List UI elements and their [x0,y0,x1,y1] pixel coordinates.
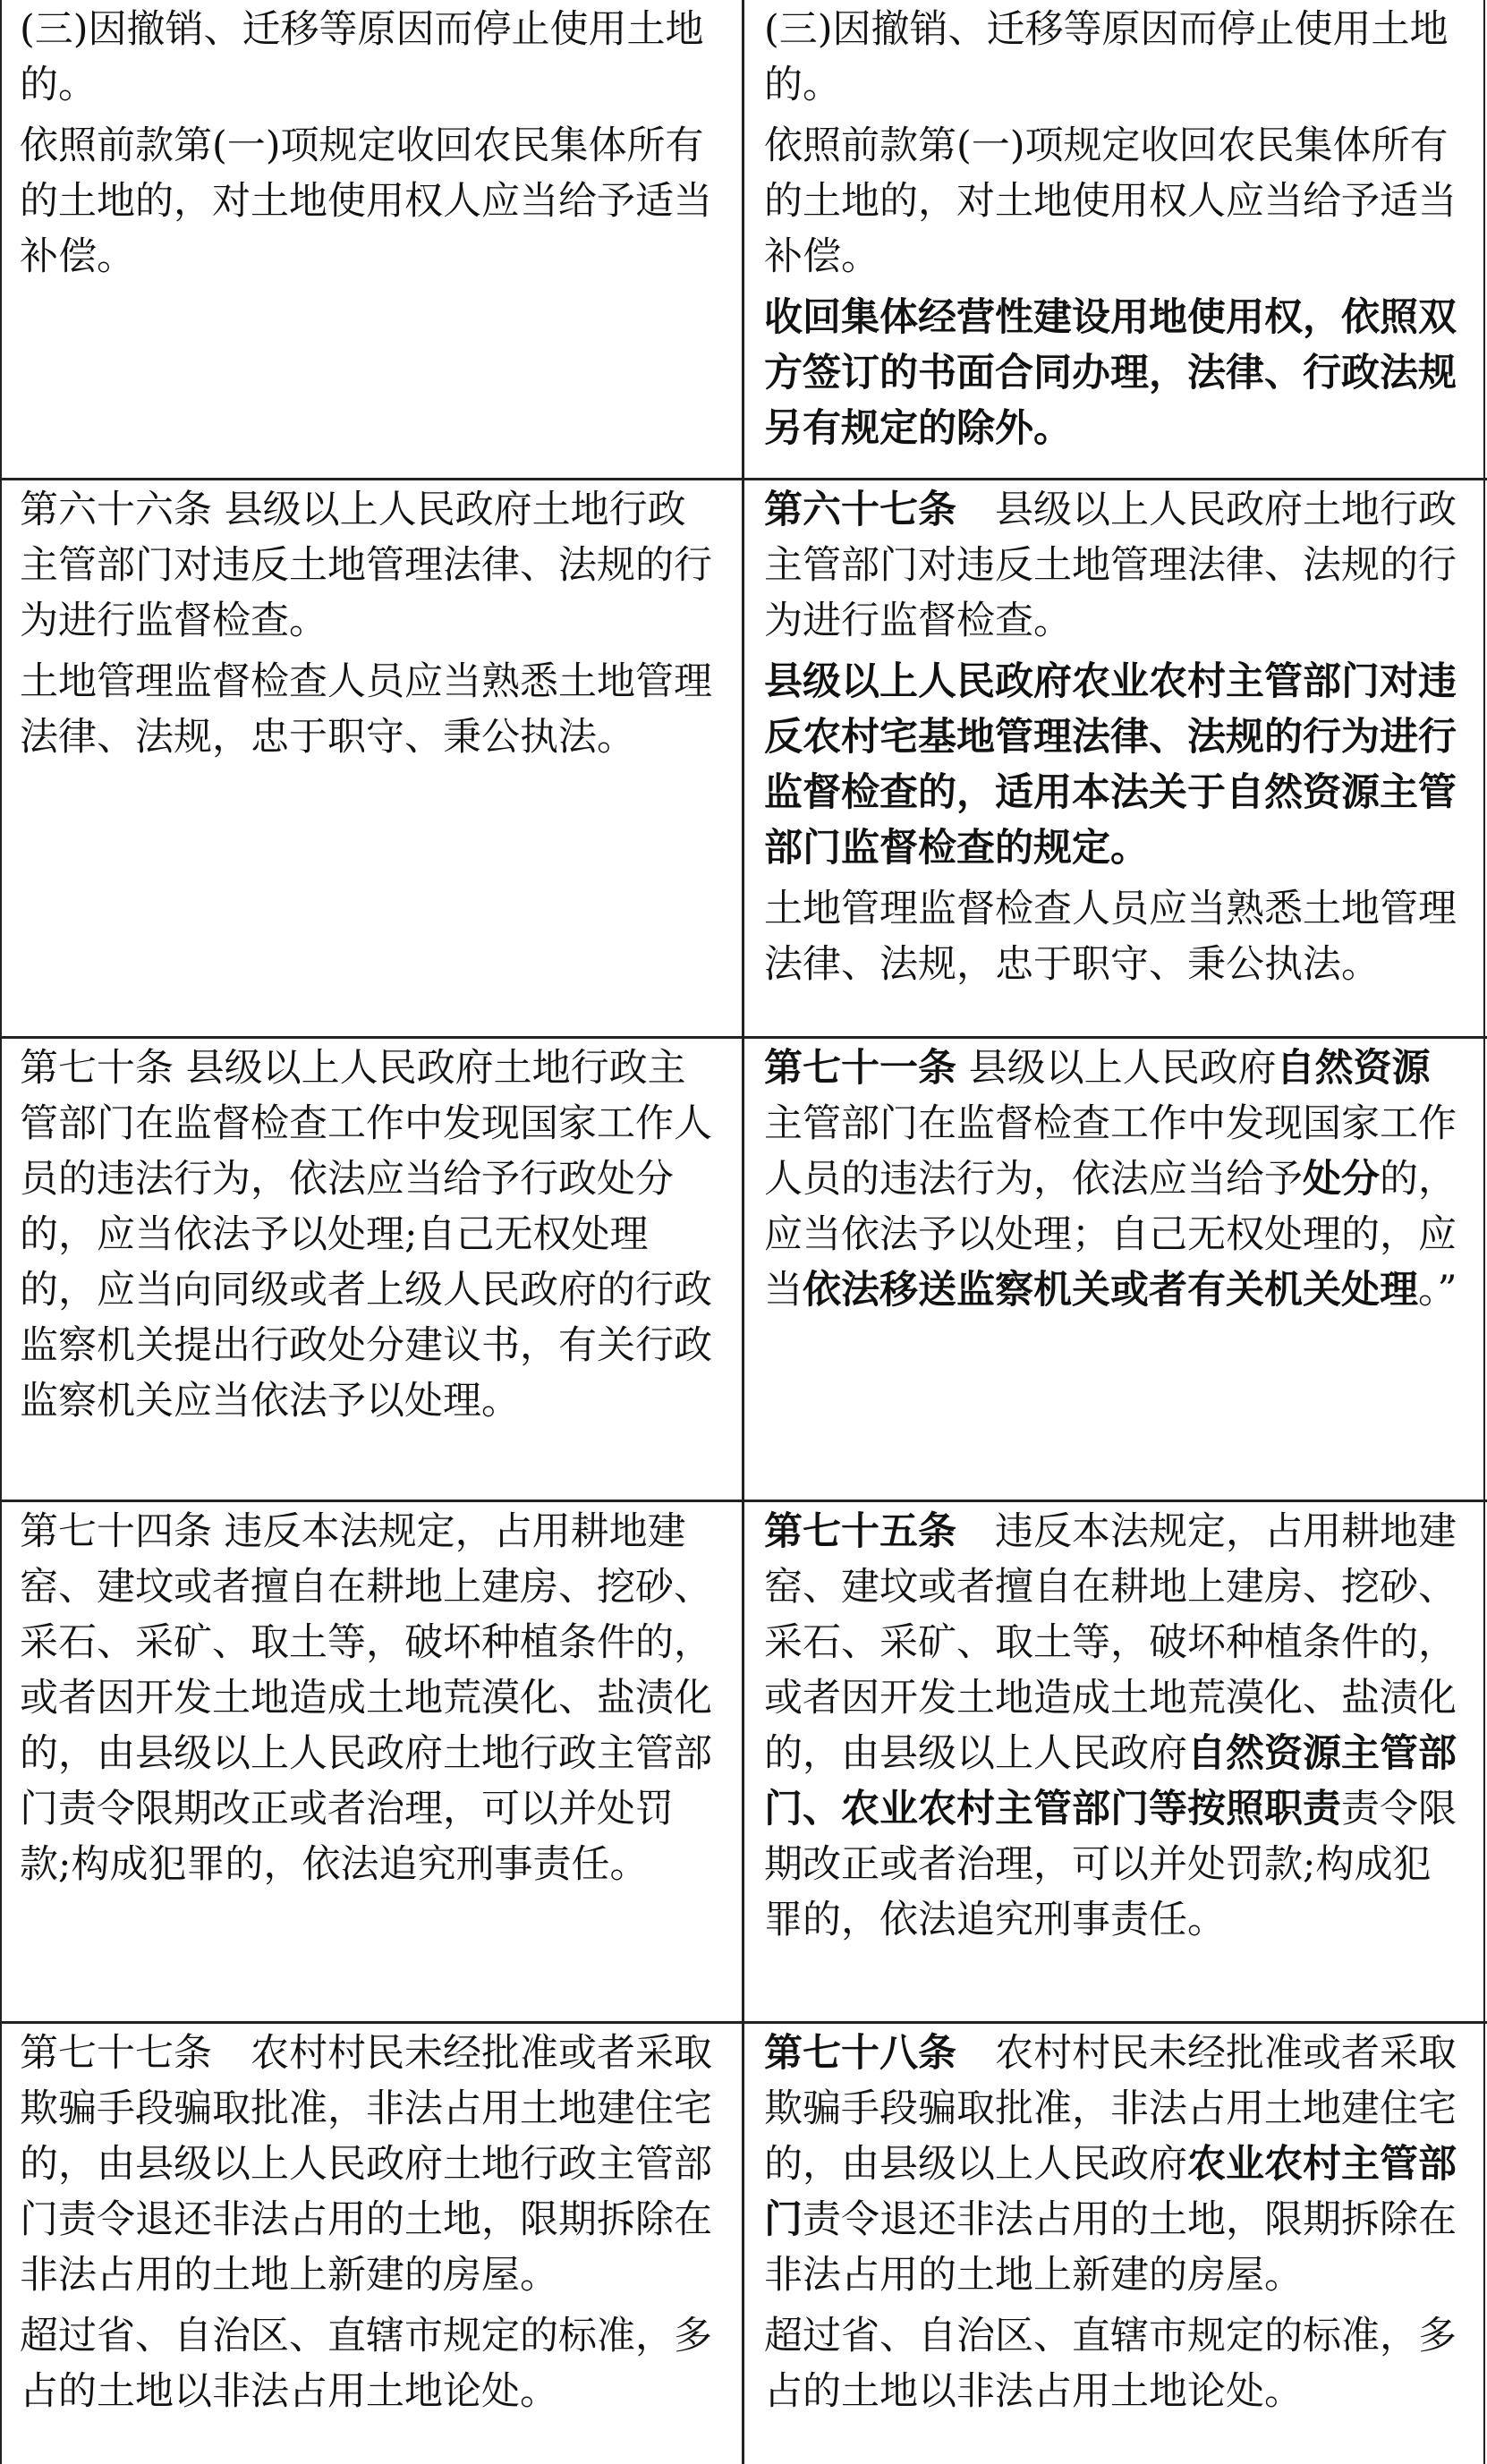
text-run: 土地管理监督检查人员应当熟悉土地管理法律、法规，忠于职守、秉公执法。 [20,659,712,760]
text-run: 第七十七条 农村村民未经批准或者采取欺骗手段骗取批准，非法占用土地建住宅的，由县级以上人民政府土地行政主管部门责令退还非法占用的土地，限期拆除在非法占用的土地上新建的房屋。 [20,2031,712,2298]
table-cell-amended [744,480,1485,1036]
text-run: 。” [1418,1268,1457,1313]
paragraph [764,2026,1467,2303]
table-cell-original [0,0,742,478]
bold-text-run: 收回集体经营性建设用地使用权，依照双方签订的书面合同办理，法律、行政法规另有规定的除外。 [764,295,1457,451]
paragraph [764,2,1467,113]
paragraph [764,482,1467,649]
paragraph [20,2,724,113]
table-cell-original [0,1502,742,2021]
text-run: 的，应当依法予以处理；自己无权处理的，应当 [764,1157,1457,1313]
paragraph [764,1041,1467,1318]
bold-text-run: 第七十一条 [764,1046,956,1091]
text-run: 依照前款第(一)项规定收回农民集体所有的土地的，对土地使用权人应当给予适当补偿。 [20,123,712,279]
text-run: 县级以上人民政府土地行政主管部门对违反土地管理法律、法规的行为进行监督检查。 [764,488,1457,643]
table-cell-original [0,480,742,1036]
paragraph [764,881,1467,992]
paragraph [20,2308,724,2419]
text-run: 超过省、自治区、直辖市规定的标准，多占的土地以非法占用土地论处。 [764,2314,1457,2414]
text-run: (三)因撤销、迁移等原因而停止使用土地的。 [20,7,704,107]
table-cell-original [0,1039,742,1500]
paragraph [764,1504,1467,1948]
text-run: 超过省、自治区、直辖市规定的标准，多占的土地以非法占用土地论处。 [20,2314,712,2414]
text-run: 责令限期改正或者治理，可以并处罚款;构成犯罪的，依法追究刑事责任。 [764,1787,1457,1942]
bold-text-run: 依法移送监察机关或者有关机关处理 [803,1268,1418,1313]
paragraph [20,482,724,649]
bold-text-run: 自然资源主管部门、农业农村主管部门等按照职责 [764,1731,1457,1831]
paragraph [20,118,724,285]
bold-text-run: 自然资源 [1276,1046,1431,1091]
table-cell-amended [744,1502,1485,2021]
text-run: 第六十六条 县级以上人民政府土地行政主管部门对违反土地管理法律、法规的行为进行监督检查。 [20,488,712,643]
text-run: 依照前款第(一)项规定收回农民集体所有的土地的，对土地使用权人应当给予适当补偿。 [764,123,1457,279]
text-run: 农村村民未经批准或者采取欺骗手段骗取批准，非法占用土地建住宅的，由县级以上人民政府 [764,2031,1457,2187]
text-run: 第七十四条 违反本法规定，占用耕地建窑、建坟或者擅自在耕地上建房、挖砂、采石、采矿、取土等，破坏种植条件的，或者因开发土地造成土地荒漠化、盐渍化的，由县级以上人民政府土地行政主管部门责令限期改正或者治理，可以并处罚款;构成犯罪的，依法追究刑事责任。 [20,1509,712,1887]
paragraph [764,654,1467,876]
table-cell-original [0,2024,742,2464]
bold-text-run: 处分 [1303,1157,1380,1202]
text-run: 第七十条 县级以上人民政府土地行政主管部门在监督检查工作中发现国家工作人员的违法行为，依法应当给予行政处分的，应当依法予以处理;自己无权处理的，应当向同级或者上级人民政府的行政监察机关提出行政处分建议书，有关行政监察机关应当依法予以处理。 [20,1046,712,1423]
table-cell-amended [744,1039,1485,1500]
paragraph [764,290,1467,456]
bold-text-run: 第七十八条 [764,2031,956,2076]
paragraph [764,118,1467,285]
text-run: 责令退还非法占用的土地，限期拆除在非法占用的土地上新建的房屋。 [764,2197,1457,2298]
paragraph [20,2026,724,2303]
paragraph [20,1041,724,1429]
bold-text-run: 第六十七条 [764,488,956,532]
text-run: 违反本法规定，占用耕地建窑、建坟或者擅自在耕地上建房、挖砂、采石、采矿、取土等，破坏种植条件的，或者因开发土地造成土地荒漠化、盐渍化的，由县级以上人民政府 [764,1509,1457,1776]
table-cell-amended [744,0,1485,478]
text-run: 土地管理监督检查人员应当熟悉土地管理法律、法规，忠于职守、秉公执法。 [764,887,1457,987]
text-run: 县级以上人民政府 [956,1046,1277,1091]
text-run: (三)因撤销、迁移等原因而停止使用土地的。 [764,7,1449,107]
text-run: 主管部门在监督检查工作中发现国家工作人员的违法行为，依法应当给予 [764,1101,1457,1202]
paragraph [764,2308,1467,2419]
bold-text-run: 县级以上人民政府农业农村主管部门对违反农村宅基地管理法律、法规的行为进行监督检查的，适用本法关于自然资源主管部门监督检查的规定。 [764,659,1457,871]
bold-text-run: 农业农村主管部门 [764,2142,1457,2242]
paragraph [20,1504,724,1892]
bold-text-run: 第七十五条 [764,1509,956,1554]
table-cell-amended [744,2024,1485,2464]
paragraph [20,654,724,765]
